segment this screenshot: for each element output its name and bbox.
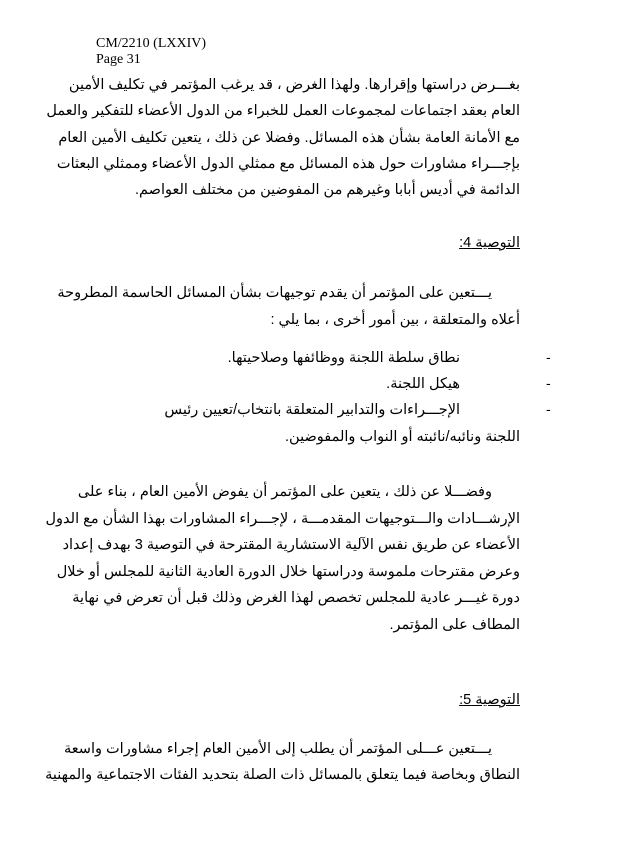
list-item: هيكل اللجنة. — [386, 376, 460, 392]
text-line: الأعضاء عن طريق نفس الآلية الاستشارية المقترحة في التوصية 3 بهدف إعداد — [62, 537, 520, 553]
text-line: بإجـــراء مشاورات حول هذه المسائل مع ممثلي الدول الأعضاء وممثلي البعثات — [56, 156, 520, 172]
text-line: وفضـــلا عن ذلك ، يتعين على المؤتمر أن يفوض الأمين العام ، بناء على — [77, 484, 492, 500]
list-item-continuation: اللجنة ونائبه/نائبته أو النواب والمفوضين. — [285, 429, 520, 445]
recommendation-4-heading: التوصية 4: — [459, 235, 520, 251]
text-line: النطاق وبخاصة فيما يتعلق بالمسائل ذات الصلة بتحديد الفئات الاجتماعية والمهنية — [45, 767, 520, 783]
list-item: نطاق سلطة اللجنة ووظائفها وصلاحيتها. — [227, 350, 460, 366]
recommendation-5-heading: التوصية 5: — [459, 692, 520, 708]
text-line: الدائمة في أديس أبابا وغيرهم من المفوضين من مختلف العواصم. — [134, 182, 520, 198]
text-line: وعرض مقترحات ملموسة ودراستها خلال الدورة العادية الثانية للمجلس أو خلال — [56, 564, 520, 580]
text-line: دورة غيـــر عادية للمجلس تخصص لهذا الغرض وذلك قبل أن تعرض في نهاية — [72, 590, 520, 606]
text-line: العام بعقد اجتماعات لمجموعات العمل للخبراء من الدول الأعضاء للتفكير والعمل — [46, 103, 520, 119]
bullet-dash: - — [546, 349, 551, 365]
list-item: الإجـــراءات والتدابير المتعلقة بانتخاب/تعيين رئيس — [164, 402, 460, 418]
text-line: يـــتعين على المؤتمر أن يقدم توجيهات بشأن المسائل الحاسمة المطروحة — [57, 285, 492, 301]
text-line: يـــتعين عـــلى المؤتمر أن يطلب إلى الأمين العام إجراء مشاورات واسعة — [64, 741, 492, 757]
page-number: Page 31 — [96, 52, 141, 67]
bullet-dash: - — [546, 375, 551, 391]
text-line: بغـــرض دراستها وإقرارها. ولهذا الغرض ، قد يرغب المؤتمر في تكليف الأمين — [68, 77, 520, 93]
text-line: مع الأمانة العامة بشأن هذه المسائل. وفضلا عن ذلك ، يتعين تكليف الأمين العام — [58, 130, 520, 146]
text-line: أعلاه والمتعلقة ، بين أمور أخرى ، بما يلي : — [270, 312, 520, 328]
text-line: المطاف على المؤتمر. — [389, 617, 520, 633]
bullet-dash: - — [546, 401, 551, 417]
text-line: الإرشـــادات والـــتوجيهات المقدمـــة ، لإجـــراء المشاورات بهذا الشأن مع الدول — [45, 511, 520, 527]
doc-code: CM/2210 (LXXIV) — [96, 36, 207, 51]
